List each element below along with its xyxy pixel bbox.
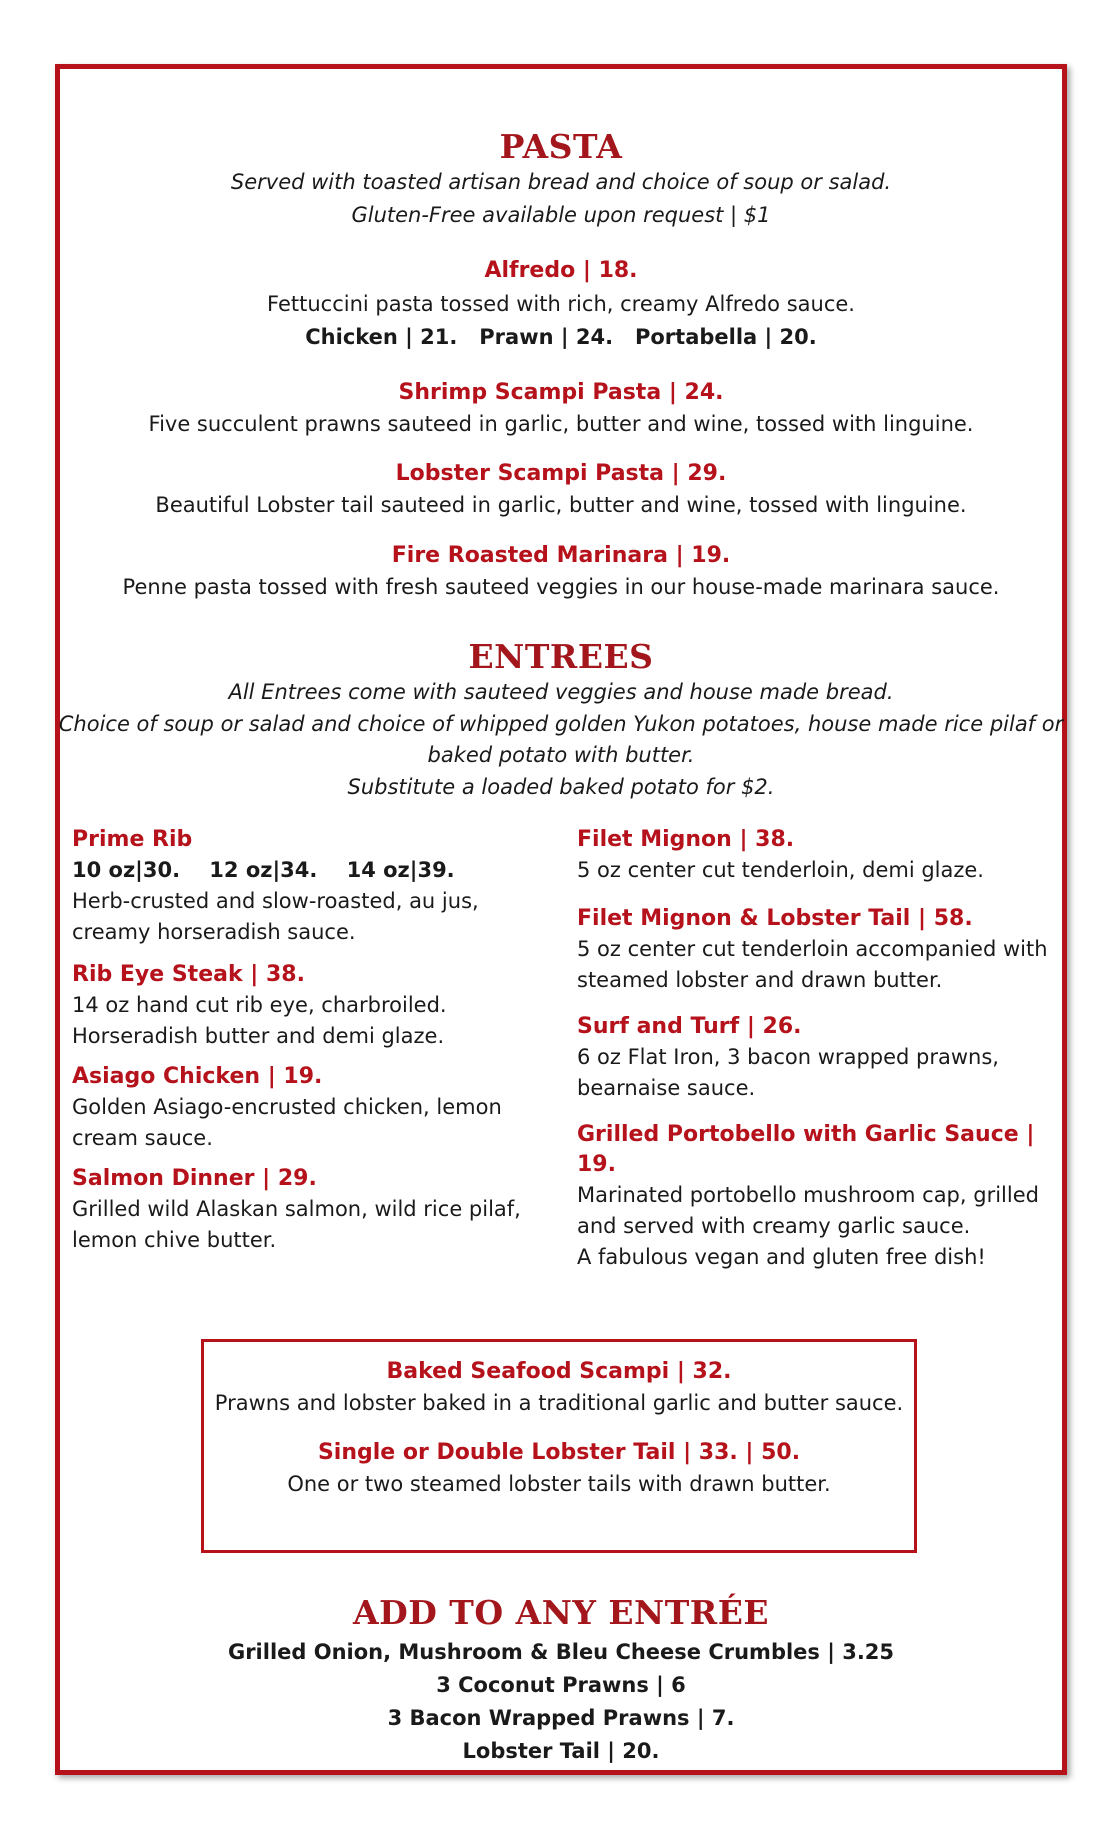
item-description: steamed lobster and drawn butter.	[577, 968, 943, 992]
special-item-seafood-scampi	[204, 1342, 914, 1419]
entree-item-surf-turf	[577, 1012, 1057, 1104]
add-on-item: 3 Coconut Prawns | 6	[436, 1673, 686, 1697]
item-title: Filet Mignon | 38.	[577, 827, 795, 852]
pasta-section	[55, 128, 1067, 232]
pasta-item-alfredo	[55, 257, 1067, 353]
item-description: cream sauce.	[72, 1126, 213, 1150]
pasta-item-shrimp-scampi	[55, 379, 1067, 440]
entrees-subtitle-line: Substitute a loaded baked potato for $2.	[347, 775, 775, 799]
item-description: Prawns and lobster baked in a traditional garlic and butter sauce.	[214, 1391, 904, 1415]
entrees-section	[55, 638, 1067, 804]
entrees-left-column	[72, 825, 542, 1256]
item-description: 5 oz center cut tenderloin accompanied with	[577, 937, 1048, 961]
add-on-item: 3 Bacon Wrapped Prawns | 7.	[387, 1706, 735, 1730]
item-description: Marinated portobello mushroom cap, grilled	[577, 1183, 1039, 1207]
item-title: Asiago Chicken | 19.	[72, 1064, 323, 1089]
add-on-item: Grilled Onion, Mushroom & Bleu Cheese Crumbles | 3.25	[227, 1640, 895, 1664]
item-title: Single or Double Lobster Tail | 33. | 50.	[317, 1440, 801, 1465]
item-description: Horseradish butter and demi glaze.	[72, 1024, 445, 1048]
item-description: bearnaise sauce.	[577, 1076, 756, 1100]
item-description: Five succulent prawns sauteed in garlic, butter and wine, tossed with linguine.	[148, 412, 974, 436]
item-title: Lobster Scampi Pasta | 29.	[395, 461, 727, 486]
item-title: Shrimp Scampi Pasta | 24.	[398, 380, 724, 405]
entree-item-salmon-dinner	[72, 1164, 542, 1256]
entree-item-grilled-portobello	[577, 1120, 1057, 1273]
entree-item-asiago-chicken	[72, 1062, 542, 1154]
pasta-subtitle-line: Served with toasted artisan bread and choice of soup or salad.	[230, 170, 892, 194]
item-description: Golden Asiago-encrusted chicken, lemon	[72, 1095, 502, 1119]
entrees-subtitle-line: baked potato with butter.	[427, 743, 695, 767]
item-title: Salmon Dinner | 29.	[72, 1166, 317, 1191]
item-title: Surf and Turf | 26.	[577, 1014, 802, 1039]
entree-item-prime-rib	[72, 825, 542, 948]
pasta-item-marinara	[55, 542, 1067, 603]
item-description: One or two steamed lobster tails with drawn butter.	[287, 1472, 831, 1496]
add-ons-title: ADD TO ANY ENTRÉE	[352, 1593, 770, 1632]
item-description: Beautiful Lobster tail sauteed in garlic, butter and wine, tossed with linguine.	[155, 493, 967, 517]
entree-item-rib-eye	[72, 960, 542, 1052]
item-options: 10 oz|30. 12 oz|34. 14 oz|39.	[72, 858, 455, 882]
item-description: and served with creamy garlic sauce.	[577, 1214, 971, 1238]
item-options: Chicken | 21. Prawn | 24. Portabella | 20.	[305, 325, 817, 349]
item-description: A fabulous vegan and gluten free dish!	[577, 1245, 986, 1269]
pasta-title: PASTA	[499, 127, 623, 166]
item-description: Herb-crusted and slow-roasted, au jus,	[72, 889, 479, 913]
add-ons-section	[55, 1594, 1067, 1768]
item-title: Filet Mignon & Lobster Tail | 58.	[577, 906, 973, 931]
entrees-title: ENTREES	[468, 637, 654, 676]
special-item-lobster-tail	[204, 1439, 914, 1500]
item-title: Alfredo | 18.	[484, 258, 638, 283]
item-description: 14 oz hand cut rib eye, charbroiled.	[72, 993, 447, 1017]
item-description: 5 oz center cut tenderloin, demi glaze.	[577, 858, 984, 882]
item-title: Rib Eye Steak | 38.	[72, 962, 305, 987]
item-description: Penne pasta tossed with fresh sauteed veggies in our house-made marinara sauce.	[122, 575, 1000, 599]
item-description: creamy horseradish sauce.	[72, 920, 356, 944]
item-description: 6 oz Flat Iron, 3 bacon wrapped prawns,	[577, 1045, 999, 1069]
item-title: Baked Seafood Scampi | 32.	[386, 1359, 732, 1384]
entrees-subtitle-line: All Entrees come with sauteed veggies and house made bread.	[228, 680, 894, 704]
item-description: lemon chive butter.	[72, 1228, 277, 1252]
add-on-item: Lobster Tail | 20.	[462, 1739, 660, 1763]
entrees-subtitle-line: Choice of soup or salad and choice of whipped golden Yukon potatoes, house made rice pilaf or	[58, 712, 1064, 736]
specials-box	[201, 1339, 917, 1553]
item-title: Grilled Portobello with Garlic Sauce | 19.	[577, 1122, 1035, 1177]
pasta-subtitle-line: Gluten-Free available upon request | $1	[351, 203, 771, 227]
entree-item-filet-mignon	[577, 825, 1057, 886]
item-description: Grilled wild Alaskan salmon, wild rice pilaf,	[72, 1197, 521, 1221]
item-title: Prime Rib	[72, 827, 193, 852]
item-title: Fire Roasted Marinara | 19.	[391, 543, 731, 568]
pasta-item-lobster-scampi	[55, 460, 1067, 521]
item-description: Fettuccini pasta tossed with rich, creamy Alfredo sauce.	[267, 292, 855, 316]
entrees-right-column	[577, 825, 1057, 1273]
entree-item-filet-lobster	[577, 904, 1057, 996]
